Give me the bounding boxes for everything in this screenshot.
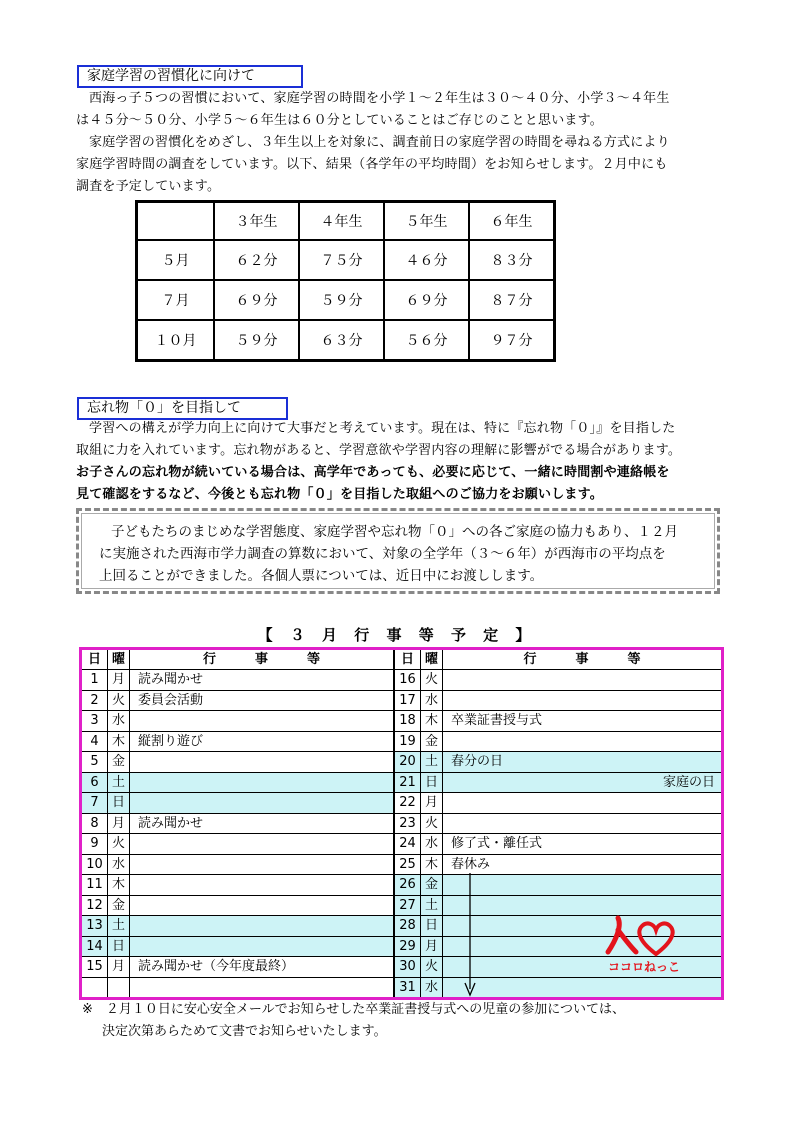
spring-break-arrow-icon xyxy=(462,871,478,999)
kokoro-nekko-logo xyxy=(604,912,684,980)
event-cell xyxy=(443,793,723,814)
event-cell xyxy=(130,834,395,855)
schedule-row xyxy=(81,670,723,691)
table-row xyxy=(137,280,555,320)
logo-text: ココロねっこ xyxy=(607,960,680,974)
table-cell: ９７分 xyxy=(469,320,555,361)
event-cell: 春休み xyxy=(443,854,723,875)
homework-p2-line1: 家庭学習の習慣化をめざし、３年生以上を対象に、調査前日の家庭学習の時間を尋ねる方式により xyxy=(89,135,670,150)
event-cell xyxy=(443,813,723,834)
weekday-cell: 日 xyxy=(421,916,443,937)
day-cell: 12 xyxy=(81,895,108,916)
event-cell: 卒業証書授与式 xyxy=(443,711,723,732)
schedule-row xyxy=(81,711,723,732)
event-cell: 読み聞かせ xyxy=(130,813,395,834)
forgotten-bold-line2: 見て確認をするなど、今後とも忘れ物「０」を目指した取組へのご協力をお願いします。 xyxy=(76,487,603,502)
event-cell: 読み聞かせ（今年度最終） xyxy=(130,957,395,978)
forgotten-items-paragraph xyxy=(76,418,722,506)
schedule-row xyxy=(81,772,723,793)
day-cell: 15 xyxy=(81,957,108,978)
weekday-cell: 土 xyxy=(108,916,130,937)
weekday-cell: 日 xyxy=(108,793,130,814)
day-cell: 3 xyxy=(81,711,108,732)
day-cell: 31 xyxy=(394,977,421,999)
table-cell: ６９分 xyxy=(384,280,469,320)
day-cell: 16 xyxy=(394,670,421,691)
homework-p2-line3: 調査を予定しています。 xyxy=(76,179,221,194)
weekday-cell: 月 xyxy=(421,793,443,814)
notice-line2: に実施された西海市学力調査の算数において、対象の全学年（３～６年）が西海市の平均点を xyxy=(99,546,666,562)
notice-line3: 上回ることができました。各個人票については、近日中にお渡しします。 xyxy=(99,568,544,584)
weekday-cell: 土 xyxy=(421,895,443,916)
table-header-cell: ５年生 xyxy=(384,202,469,241)
homework-p1-line2: は４５分～５０分、小学５～６年生は６０分としていることはご存じのことと思います。 xyxy=(76,113,603,128)
section-title-homework: 家庭学習の習慣化に向けて xyxy=(77,65,303,88)
event-cell xyxy=(130,977,395,999)
event-cell xyxy=(130,936,395,957)
weekday-cell: 火 xyxy=(421,813,443,834)
footnote-line2: 決定次第あらためて文書でお知らせいたします。 xyxy=(102,1024,387,1039)
day-cell: 4 xyxy=(81,731,108,752)
header-event: 行 事 等 xyxy=(443,649,723,670)
heart-figure-icon xyxy=(604,912,684,962)
event-cell xyxy=(443,690,723,711)
weekday-cell: 金 xyxy=(108,895,130,916)
event-cell xyxy=(130,793,395,814)
table-cell: ６２分 xyxy=(214,240,299,280)
schedule-row xyxy=(81,752,723,773)
day-cell: 2 xyxy=(81,690,108,711)
table-row xyxy=(137,240,555,280)
day-cell: 14 xyxy=(81,936,108,957)
day-cell: 26 xyxy=(394,875,421,896)
table-cell: ７５分 xyxy=(299,240,384,280)
event-cell: 家庭の日 xyxy=(443,772,723,793)
event-cell xyxy=(443,670,723,691)
header-weekday: 曜 xyxy=(108,649,130,670)
table-cell: ６９分 xyxy=(214,280,299,320)
section-title-forgotten-items: 忘れ物「０」を目指して xyxy=(77,397,288,420)
weekday-cell: 水 xyxy=(108,711,130,732)
forgotten-bold-line1: お子さんの忘れ物が続いている場合は、高学年であっても、必要に応じて、一緒に時間割や連絡帳を xyxy=(76,465,670,480)
event-cell xyxy=(130,772,395,793)
schedule-header-row xyxy=(81,649,723,670)
weekday-cell: 土 xyxy=(421,752,443,773)
table-header-row xyxy=(137,202,555,241)
event-cell xyxy=(443,875,723,896)
weekday-cell: 木 xyxy=(108,875,130,896)
notice-line1: 子どもたちのまじめな学習態度、家庭学習や忘れ物「０」への各ご家庭の協力もあり、１２月 xyxy=(111,524,678,540)
weekday-cell: 火 xyxy=(421,957,443,978)
weekday-cell: 木 xyxy=(421,711,443,732)
schedule-row xyxy=(81,813,723,834)
day-cell: 27 xyxy=(394,895,421,916)
schedule-row xyxy=(81,854,723,875)
schedule-row xyxy=(81,977,723,999)
table-cell: ５月 xyxy=(137,240,215,280)
event-cell: 修了式・離任式 xyxy=(443,834,723,855)
event-cell: 春分の日 xyxy=(443,752,723,773)
schedule-row xyxy=(81,875,723,896)
event-cell: 委員会活動 xyxy=(130,690,395,711)
homework-paragraph xyxy=(76,88,722,198)
table-header-cell: ６年生 xyxy=(469,202,555,241)
weekday-cell: 金 xyxy=(421,731,443,752)
event-cell xyxy=(130,895,395,916)
table-header-cell: ４年生 xyxy=(299,202,384,241)
day-cell: 30 xyxy=(394,957,421,978)
day-cell xyxy=(81,977,108,999)
weekday-cell: 金 xyxy=(108,752,130,773)
table-cell: ５９分 xyxy=(214,320,299,361)
table-cell: ５９分 xyxy=(299,280,384,320)
day-cell: 17 xyxy=(394,690,421,711)
day-cell: 22 xyxy=(394,793,421,814)
schedule-row xyxy=(81,690,723,711)
weekday-cell: 日 xyxy=(108,936,130,957)
event-cell: 縦割り遊び xyxy=(130,731,395,752)
homework-p2-line2: 家庭学習時間の調査をしています。以下、結果（各学年の平均時間）をお知らせします。２月中にも xyxy=(76,157,668,172)
day-cell: 18 xyxy=(394,711,421,732)
forgotten-line2: 取組に力を入れています。忘れ物があると、学習意欲や学習内容の理解に影響がでる場合があります。 xyxy=(76,443,682,458)
day-cell: 29 xyxy=(394,936,421,957)
weekday-cell: 水 xyxy=(421,977,443,999)
weekday-cell: 水 xyxy=(421,834,443,855)
day-cell: 28 xyxy=(394,916,421,937)
weekday-cell: 日 xyxy=(421,772,443,793)
table-cell: １０月 xyxy=(137,320,215,361)
weekday-cell: 火 xyxy=(108,690,130,711)
day-cell: 11 xyxy=(81,875,108,896)
schedule-row xyxy=(81,793,723,814)
schedule-title: 【 ３ 月 行 事 等 予 定 】 xyxy=(257,626,537,644)
table-header-cell: ３年生 xyxy=(214,202,299,241)
weekday-cell: 水 xyxy=(108,854,130,875)
homework-p1-line1: 西海っ子５つの習慣において、家庭学習の時間を小学１～２年生は３０～４０分、小学３～４年生 xyxy=(89,91,670,106)
weekday-cell: 月 xyxy=(108,670,130,691)
weekday-cell: 火 xyxy=(108,834,130,855)
weekday-cell: 木 xyxy=(421,854,443,875)
homework-time-table xyxy=(135,200,556,362)
achievement-notice-box xyxy=(76,508,720,594)
weekday-cell: 水 xyxy=(421,690,443,711)
day-cell: 5 xyxy=(81,752,108,773)
day-cell: 21 xyxy=(394,772,421,793)
table-cell: ５６分 xyxy=(384,320,469,361)
forgotten-line1: 学習への構えが学力向上に向けて大事だと考えています。現在は、特に『忘れ物「０」』を目指した xyxy=(89,421,676,436)
event-cell xyxy=(130,752,395,773)
weekday-cell: 月 xyxy=(108,813,130,834)
day-cell: 23 xyxy=(394,813,421,834)
day-cell: 1 xyxy=(81,670,108,691)
day-cell: 6 xyxy=(81,772,108,793)
schedule-row xyxy=(81,834,723,855)
day-cell: 19 xyxy=(394,731,421,752)
event-cell xyxy=(443,731,723,752)
day-cell: 8 xyxy=(81,813,108,834)
table-cell: ６３分 xyxy=(299,320,384,361)
day-cell: 25 xyxy=(394,854,421,875)
day-cell: 7 xyxy=(81,793,108,814)
table-cell: ７月 xyxy=(137,280,215,320)
weekday-cell: 火 xyxy=(421,670,443,691)
weekday-cell: 木 xyxy=(108,731,130,752)
schedule-row xyxy=(81,731,723,752)
weekday-cell xyxy=(108,977,130,999)
day-cell: 13 xyxy=(81,916,108,937)
day-cell: 24 xyxy=(394,834,421,855)
event-cell xyxy=(130,875,395,896)
event-cell: 読み聞かせ xyxy=(130,670,395,691)
footnote xyxy=(82,999,625,1043)
header-weekday: 曜 xyxy=(421,649,443,670)
weekday-cell: 月 xyxy=(108,957,130,978)
header-day: 日 xyxy=(394,649,421,670)
header-day: 日 xyxy=(81,649,108,670)
weekday-cell: 金 xyxy=(421,875,443,896)
event-cell xyxy=(130,854,395,875)
event-cell xyxy=(130,711,395,732)
weekday-cell: 月 xyxy=(421,936,443,957)
day-cell: 9 xyxy=(81,834,108,855)
event-cell xyxy=(130,916,395,937)
table-cell: ８７分 xyxy=(469,280,555,320)
table-header-cell xyxy=(137,202,215,241)
weekday-cell: 土 xyxy=(108,772,130,793)
header-event: 行 事 等 xyxy=(130,649,395,670)
day-cell: 20 xyxy=(394,752,421,773)
footnote-line1: ※ ２月１０日に安心安全メールでお知らせした卒業証書授与式への児童の参加については、 xyxy=(82,1002,625,1017)
event-cell xyxy=(443,977,723,999)
table-row xyxy=(137,320,555,361)
table-cell: ８３分 xyxy=(469,240,555,280)
day-cell: 10 xyxy=(81,854,108,875)
table-cell: ４６分 xyxy=(384,240,469,280)
